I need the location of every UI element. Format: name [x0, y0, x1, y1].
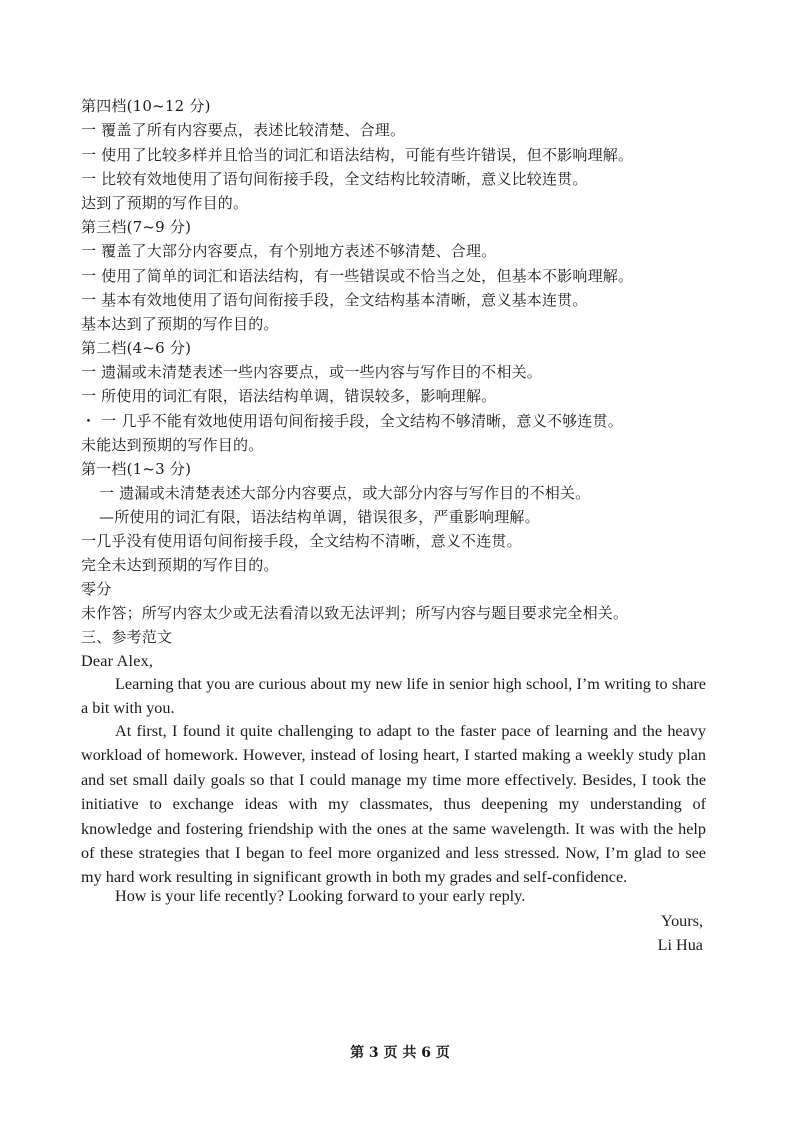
tier1-result: 完全未达到预期的写作目的。: [81, 556, 279, 574]
tier2-title: 第二档(4~6 分): [81, 339, 192, 357]
tier3-result: 基本达到了预期的写作目的。: [81, 315, 279, 333]
tier3-item-2: 一 使用了简单的词汇和语法结构，有一些错误或不恰当之处，但基本不影响理解。: [81, 267, 634, 285]
tier4-item-2: 一 使用了比较多样并且恰当的词汇和语法结构，可能有些许错误，但不影响理解。: [81, 146, 634, 164]
letter-paragraph-1: Learning that you are curious about my new life in senior high school, I’m writing to share a bit with you.: [81, 675, 706, 718]
tier4-title: 第四档(10~12 分): [81, 97, 211, 115]
tier4-item-1: 一 覆盖了所有内容要点，表述比较清楚、合理。: [81, 121, 406, 139]
letter-paragraph-2: At first, I found it quite challenging to adapt to the faster pace of learning and the heavy workload of homework. However, instead of losing heart, I started making a weekly study plan and set small daily goals so that I could manage my time more effectively. Besides, I took the initiative to exchange ideas with my classmates, thus deepening my understanding of knowledge and fostering friendship with the ones at the same wavelength. It was with the help of these strategies that I began to feel more organized and less stressed. Now, I’m glad to see my hard work resulting in significant growth in both my grades and self-confidence.: [81, 722, 706, 887]
tier1-item-2: —所使用的词汇有限，语法结构单调，错误很多，严重影响理解。: [99, 508, 540, 526]
tier2-item-3: ・ 一 几乎不能有效地使用语句间衔接手段，全文结构不够清晰，意义不够连贯。: [81, 412, 623, 430]
tier3-item-1: 一 覆盖了大部分内容要点，有个别地方表述不够清楚、合理。: [81, 242, 497, 260]
letter-signature: Li Hua: [657, 936, 703, 954]
tier1-item-3: 一几乎没有使用语句间衔接手段，全文结构不清晰，意义不连贯。: [81, 532, 522, 550]
zero-text: 未作答；所写内容太少或无法看清以致无法评判；所写内容与题目要求完全相关。: [81, 604, 629, 622]
tier4-result: 达到了预期的写作目的。: [81, 194, 249, 212]
letter-salutation: Dear Alex,: [81, 652, 154, 670]
page-number: 第 3 页 共 6 页: [350, 1045, 450, 1061]
tier2-result: 未能达到预期的写作目的。: [81, 436, 264, 454]
tier1-item-1: 一 遗漏或未清楚表述大部分内容要点，或大部分内容与写作目的不相关。: [99, 484, 591, 502]
sample-heading: 三、参考范文: [81, 628, 173, 646]
zero-title: 零分: [81, 580, 112, 598]
tier3-title: 第三档(7~9 分): [81, 218, 192, 236]
tier2-item-2: 一 所使用的词汇有限，语法结构单调，错误较多，影响理解。: [81, 387, 497, 405]
letter-paragraph-3: How is your life recently? Looking forward to your early reply.: [115, 887, 526, 905]
tier3-item-3: 一 基本有效地使用了语句间衔接手段，全文结构基本清晰，意义基本连贯。: [81, 291, 588, 309]
letter-closing: Yours,: [661, 912, 703, 930]
tier2-item-1: 一 遗漏或未清楚表述一些内容要点，或一些内容与写作目的不相关。: [81, 363, 542, 381]
tier4-item-3: 一 比较有效地使用了语句间衔接手段，全文结构比较清晰，意义比较连贯。: [81, 170, 588, 188]
tier1-title: 第一档(1~3 分): [81, 460, 192, 478]
